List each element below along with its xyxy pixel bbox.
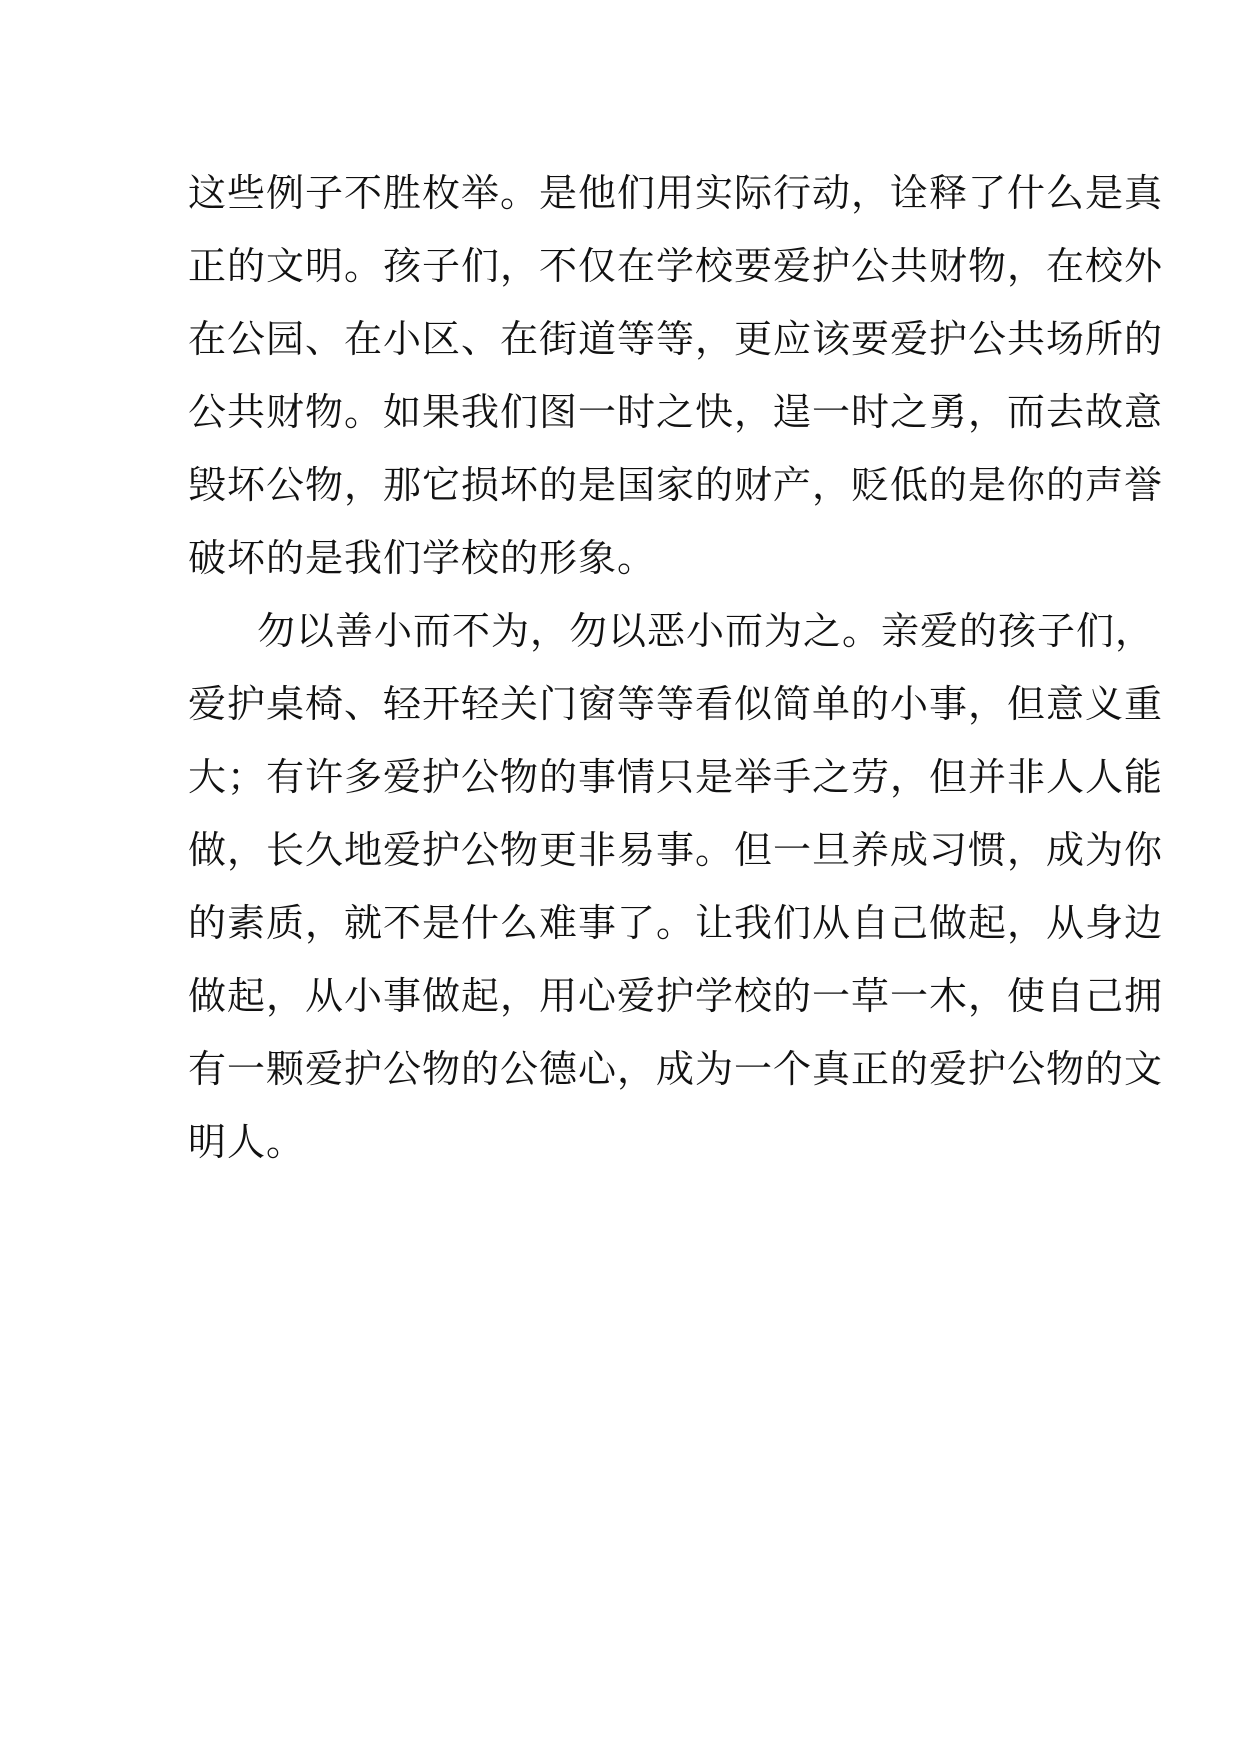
paragraph-1: [188, 168, 1164, 606]
paragraph-line: 这些例子不胜枚举。是他们用实际行动，诠释了什么是真: [188, 171, 1164, 215]
paragraph-line: 明人。: [188, 1120, 306, 1164]
paragraph-line: 爱护桌椅、轻开轻关门窗等等看似简单的小事，但意义重: [188, 682, 1164, 726]
paragraph-line: 做，长久地爱护公物更非易事。但一旦养成习惯，成为你: [188, 828, 1164, 872]
paragraph-line: 的素质，就不是什么难事了。让我们从自己做起，从身边: [188, 901, 1164, 945]
paragraph-line: 大；有许多爱护公物的事情只是举手之劳，但并非人人能: [188, 755, 1164, 799]
paragraph-line: 在公园、在小区、在街道等等，更应该要爱护公共场所的: [188, 317, 1164, 361]
paragraph-2: [188, 606, 1164, 1190]
paragraph-line: 毁坏公物，那它损坏的是国家的财产，贬低的是你的声誉: [188, 463, 1164, 507]
body-text: [188, 168, 1164, 1190]
paragraph-line: 有一颗爱护公物的公德心，成为一个真正的爱护公物的文: [188, 1047, 1164, 1091]
paragraph-line: 做起，从小事做起，用心爱护学校的一草一木，使自己拥: [188, 974, 1164, 1018]
paragraph-line: 正的文明。孩子们，不仅在学校要爱护公共财物，在校外: [188, 244, 1164, 288]
paragraph-line: 破坏的是我们学校的形象。: [188, 536, 657, 580]
paragraph-line: 勿以善小而不为，勿以恶小而为之。亲爱的孩子们，: [257, 609, 1155, 653]
paragraph-line: 公共财物。如果我们图一时之快，逞一时之勇，而去故意: [188, 390, 1164, 434]
